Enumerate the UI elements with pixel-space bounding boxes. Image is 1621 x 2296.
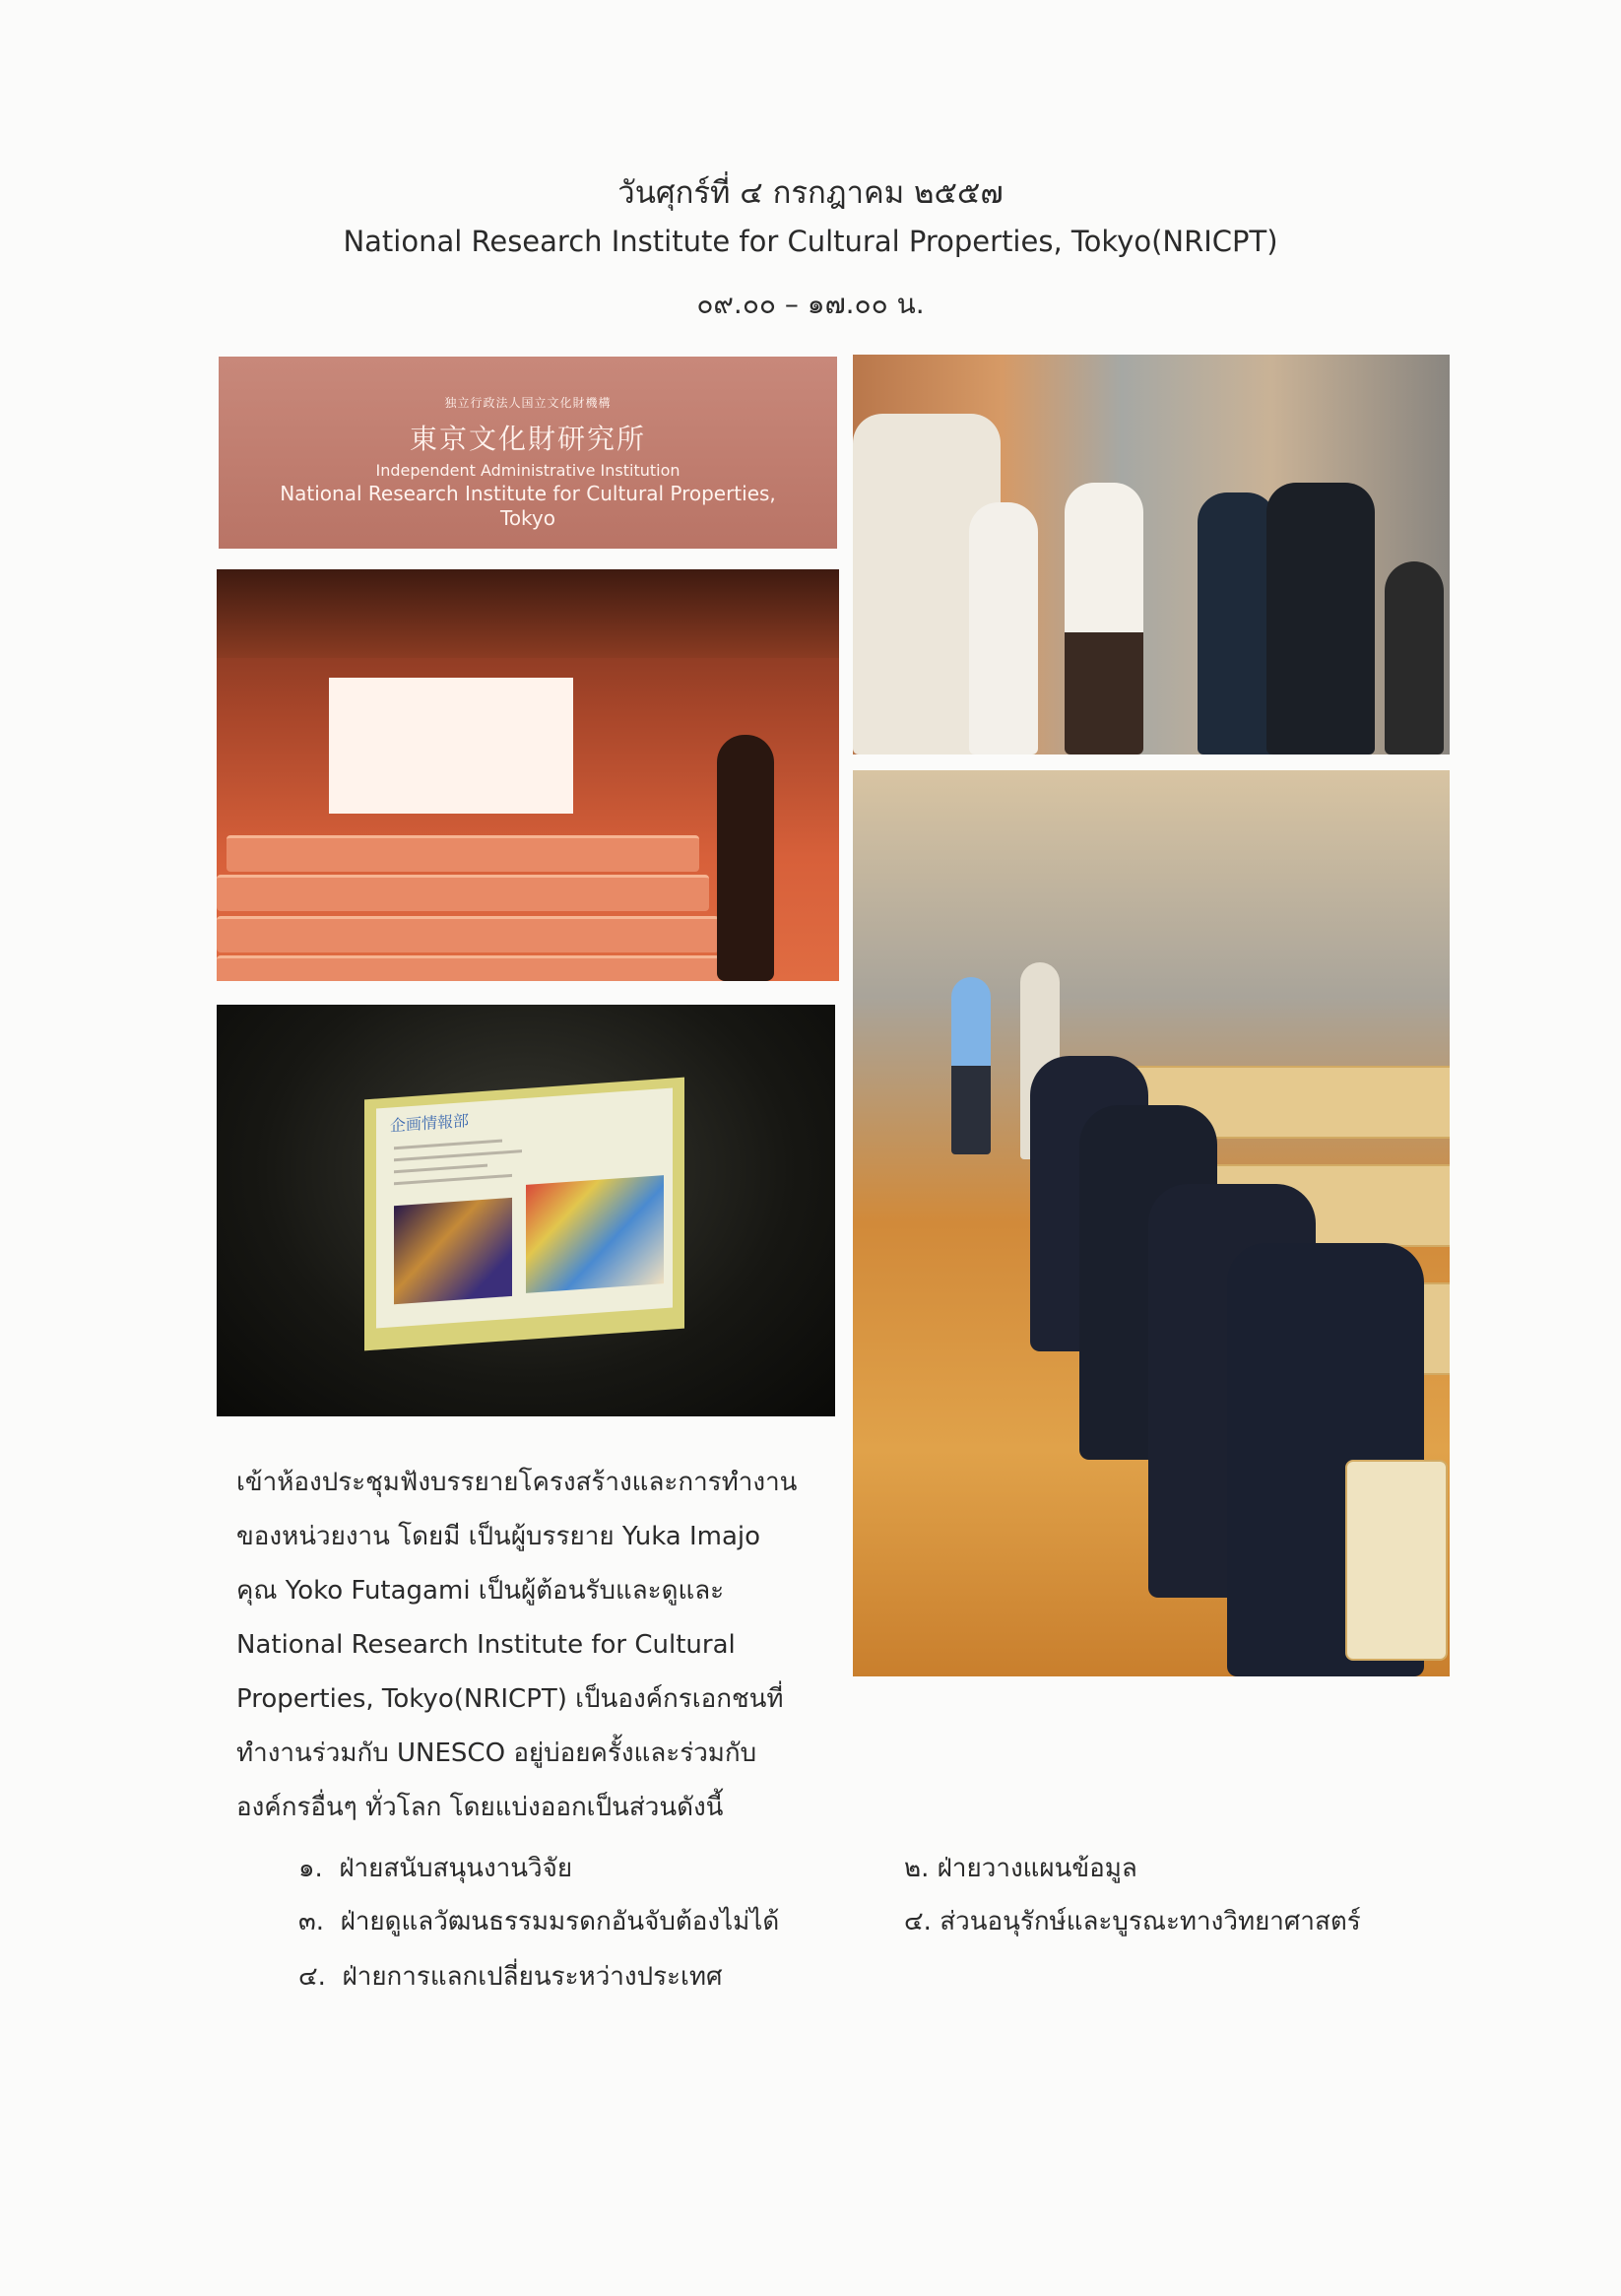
standing-person	[717, 735, 774, 981]
sign-english-line-2: National Research Institute for Cultural Properties,	[280, 482, 776, 505]
division-number: ๔.	[904, 1907, 932, 1936]
institute-title: National Research Institute for Cultural Properties, Tokyo(NRICPT)	[343, 225, 1278, 258]
division-item	[298, 1956, 723, 1997]
group-meeting-photo	[853, 355, 1450, 754]
person	[1385, 561, 1444, 754]
audience-photo	[853, 770, 1450, 1676]
sign-english-line-3: Tokyo	[500, 506, 555, 530]
presentation-slide	[364, 1078, 684, 1351]
lecture-hall-photo	[217, 569, 839, 981]
division-number: ๑.	[298, 1854, 323, 1883]
person	[1065, 483, 1143, 754]
person	[969, 502, 1038, 754]
description-line: Properties, Tokyo(NRICPT) เป็นองค์กรเอกชนที่	[236, 1684, 784, 1714]
division-number: ๔.	[298, 1962, 326, 1992]
division-number: ๒.	[904, 1854, 930, 1883]
division-item	[904, 1848, 1137, 1888]
seat-row	[227, 835, 699, 872]
seat-row	[217, 955, 729, 981]
seat-row	[217, 875, 709, 911]
division-label: ฝ่ายสนับสนุนงานวิจัย	[339, 1854, 573, 1883]
visit-time: ๐๙.๐๐ – ๑๗.๐๐ น.	[696, 288, 925, 320]
presentation-photo	[217, 1005, 835, 1416]
description-line: National Research Institute for Cultural	[236, 1630, 736, 1660]
division-item	[298, 1901, 779, 1941]
person	[1198, 492, 1276, 754]
division-item	[298, 1848, 572, 1888]
person	[951, 977, 991, 1154]
seat-row	[217, 916, 719, 952]
slide-image	[526, 1175, 664, 1293]
division-item	[904, 1901, 1361, 1941]
division-label: ฝ่ายวางแผนข้อมูล	[937, 1854, 1137, 1883]
slide-title: 企画情報部	[390, 1110, 470, 1136]
description-line: คุณ Yoko Futagami เป็นผู้ต้อนรับและดูและ	[236, 1576, 725, 1606]
description-paragraph	[236, 1456, 798, 1835]
person	[1266, 483, 1375, 754]
sign-english-line-1: Independent Administrative Institution	[375, 461, 681, 480]
description-line: องค์กรอื่นๆ ทั่วโลก โดยแบ่งออกเป็นส่วนดังนี้	[236, 1793, 724, 1822]
description-line: ของหน่วยงาน โดยมี เป็นผู้บรรยาย Yuka Imajo	[236, 1522, 761, 1551]
chair	[1345, 1460, 1448, 1661]
institute-sign-photo	[219, 357, 837, 549]
slide-image	[394, 1198, 512, 1304]
division-label: ฝ่ายดูแลวัฒนธรรมมรดกอันจับต้องไม่ได้	[340, 1907, 780, 1936]
division-label: ส่วนอนุรักษ์และบูรณะทางวิทยาศาสตร์	[940, 1907, 1361, 1936]
projection-screen	[329, 678, 573, 814]
division-number: ๓.	[298, 1907, 325, 1936]
sign-japanese-subtitle: 独立行政法人国立文化財機構	[444, 396, 612, 410]
description-line: ทำงานร่วมกับ UNESCO อยู่บ่อยครั้งและร่วมกับ	[236, 1738, 757, 1768]
division-label: ฝ่ายการแลกเปลี่ยนระหว่างประเทศ	[342, 1962, 723, 1992]
sign-japanese-title: 東京文化財研究所	[409, 423, 646, 455]
hall-ceiling	[217, 569, 839, 658]
description-line: เข้าห้องประชุมฟังบรรยายโครงสร้างและการทำงาน	[236, 1468, 798, 1497]
page-date: วันศุกร์ที่ ๔ กรกฎาคม ๒๕๕๗	[617, 175, 1004, 211]
